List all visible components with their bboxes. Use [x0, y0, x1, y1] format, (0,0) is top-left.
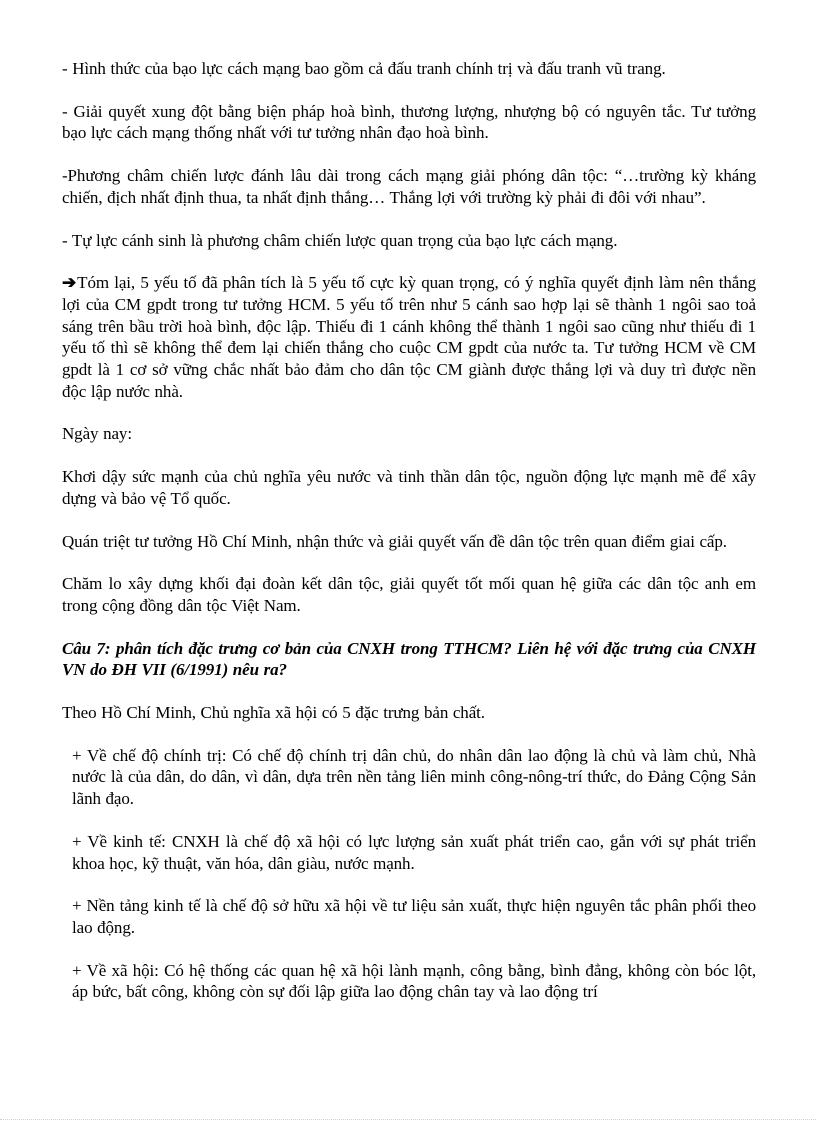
question-intro: Theo Hồ Chí Minh, Chủ nghĩa xã hội có 5 đặc trưng bản chất.: [62, 703, 485, 723]
point-society: + Về xã hội: Có hệ thống các quan hệ xã hội lành mạnh, công bằng, bình đẳng, không còn bóc lột, áp bức, bất công, không còn sự đối lập giữa lao động chân tay và lao động trí: [72, 960, 756, 1002]
paragraph-self-reliance: - Tự lực cánh sinh là phương châm chiến lược quan trọng của bạo lực cách mạng.: [62, 230, 618, 250]
point-politics: + Về chế độ chính trị: Có chế độ chính trị dân chủ, do nhân dân lao động là chủ và làm chủ, Nhà nước là của dân, do dân, vì dân, dựa trên nền tảng liên minh công-nông-trí thức, do Đảng Cộng Sản lãnh đạo.: [72, 745, 756, 809]
today-item-ideology: Quán triệt tư tưởng Hồ Chí Minh, nhận thức và giải quyết vấn đề dân tộc trên quan điểm giai cấp.: [62, 531, 727, 551]
point-economy: + Về kinh tế: CNXH là chế độ xã hội có lực lượng sản xuất phát triển cao, gắn với sự phát triển khoa học, kỹ thuật, văn hóa, dân giàu, nước mạnh.: [72, 831, 756, 873]
summary-text: Tóm lại, 5 yếu tố đã phân tích là 5 yếu tố cực kỳ quan trọng, có ý nghĩa quyết định làm nên thắng lợi của CM gpdt trong tư tưởng HCM. 5 yếu tố trên như 5 cánh sao hợp lại sẽ thành 1 ngôi sao toả sáng trên bầu trời hoà bình, độc lập. Thiếu đi 1 cánh không thể thành 1 ngôi sao cũng như thiếu đi 1 yếu tố thì sẽ không thể đem lại chiến thắng cho cuộc CM gpdt của nước ta. Tư tưởng HCM về CM gpdt là 1 cơ sở vững chắc nhất bảo đảm cho dân tộc CM giành được thắng lợi và duy trì được nền độc lập nước nhà.: [62, 273, 756, 401]
question-heading: Câu 7: phân tích đặc trưng cơ bản của CNXH trong TTHCM? Liên hệ với đặc trưng của CNXH VN do ĐH VII (6/1991) nêu ra?: [62, 638, 756, 680]
paragraph-peaceful-resolution: - Giải quyết xung đột bằng biện pháp hoà bình, thương lượng, nhượng bộ có nguyên tắc. Tư tưởng bạo lực cách mạng thống nhất với tư tưởng nhân đạo hoà bình.: [62, 101, 756, 143]
paragraph-long-term-strategy: -Phương châm chiến lược đánh lâu dài trong cách mạng giải phóng dân tộc: “…trường kỳ kháng chiến, địch nhất định thua, ta nhất định thắng… Thắng lợi với trường kỳ phải đi đôi với nhau”.: [62, 166, 756, 207]
page-bottom-divider: [0, 1119, 816, 1121]
point-economic-foundation: + Nền tảng kinh tế là chế độ sở hữu xã hội về tư liệu sản xuất, thực hiện nguyên tắc phân phối theo lao động.: [72, 896, 756, 937]
today-item-unity: Chăm lo xây dựng khối đại đoàn kết dân tộc, giải quyết tốt mối quan hệ giữa các dân tộc anh em trong cộng đồng dân tộc Việt Nam.: [62, 574, 756, 615]
summary-paragraph: [62, 272, 756, 402]
arrow-right-icon: ➔: [62, 273, 77, 293]
paragraph-violence-forms: - Hình thức của bạo lực cách mạng bao gồm cả đấu tranh chính trị và đấu tranh vũ trang.: [62, 59, 666, 78]
today-label: Ngày nay:: [62, 424, 132, 444]
today-item-patriotism: Khơi dậy sức mạnh của chủ nghĩa yêu nước và tinh thần dân tộc, nguồn động lực mạnh mẽ để xây dựng và bảo vệ Tổ quốc.: [62, 467, 756, 508]
document-page: [62, 58, 756, 1024]
